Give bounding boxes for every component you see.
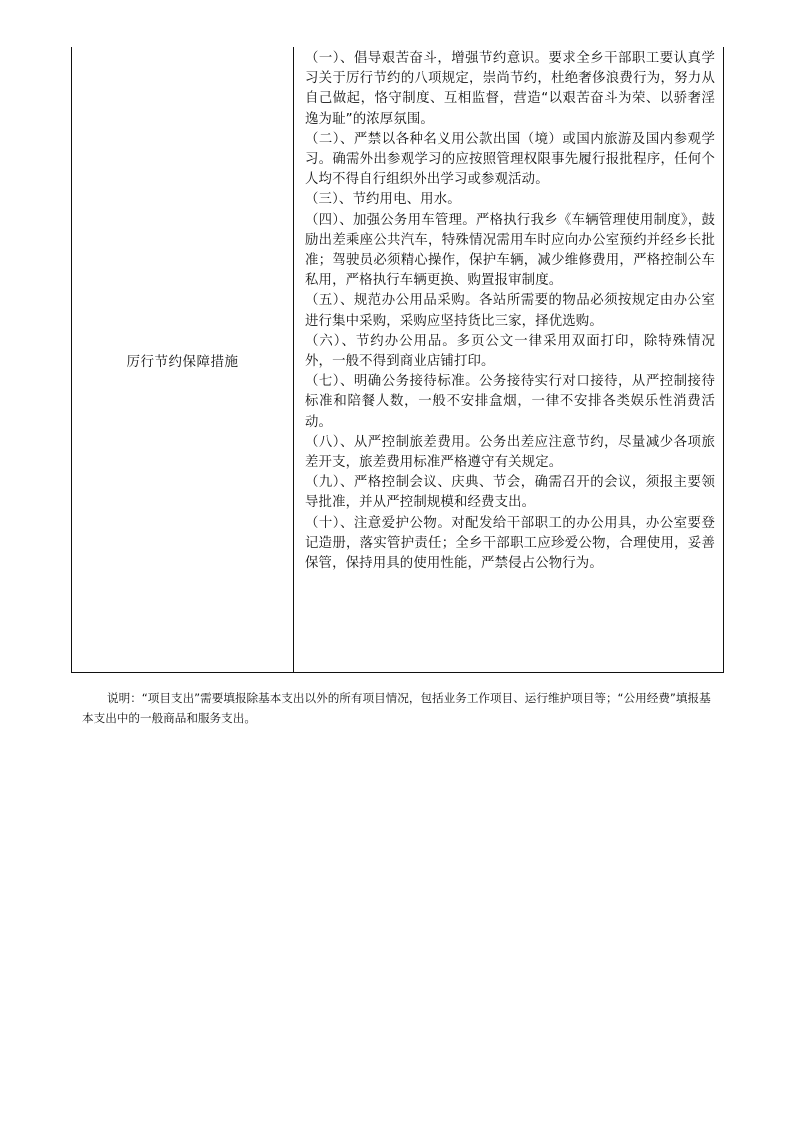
measure-item: （十）、注意爱护公物。对配发给干部职工的办公用具，办公室要登记造册，落实管护责任；全乡干部职工应珍爱公物，合理使用，妥善保管，保持用具的使用性能，严禁侵占公物行为。	[305, 515, 715, 572]
measures-content-cell	[294, 47, 723, 672]
measure-item: （一）、倡导艰苦奋斗，增强节约意识。要求全乡干部职工要认真学习关于厉行节约的八项规定，崇尚节约，杜绝奢侈浪费行为，努力从自己做起，恪守制度、互相监督，营造“以艰苦奋斗为荣、以骄奢淫逸为耻”的浓厚氛围。	[305, 51, 715, 127]
measure-item: （四）、加强公务用车管理。严格执行我乡《车辆管理使用制度》，鼓励出差乘座公共汽车，特殊情况需用车时应向办公室预约并经乡长批准；驾驶员必须精心操作，保护车辆，减少维修费用，严格控制公车私用，严格执行车辆更换、购置报审制度。	[305, 212, 715, 289]
measure-item: （七）、明确公务接待标准。公务接待实行对口接待，从严控制接待标准和陪餐人数，一般不安排盒烟，一律不安排各类娱乐性消费活动。	[305, 374, 715, 430]
measure-item: （二）、严禁以各种名义用公款出国（境）或国内旅游及国内参观学习。确需外出参观学习的应按照管理权限事先履行报批程序，任何个人均不得自行组织外出学习或参观活动。	[305, 131, 715, 188]
footnote: 说明：“项目支出”需要填报除基本支出以外的所有项目情况，包括业务工作项目、运行维护项目等；“公用经费”填报基本支出中的一般商品和服务支出。	[82, 691, 711, 725]
measures-table	[71, 47, 724, 673]
measure-item: （九）、严格控制会议、庆典、节会，确需召开的会议，须报主要领导批准，并从严控制规模和经费支出。	[305, 475, 715, 511]
measure-item: （五）、规范办公用品采购。各站所需要的物品必须按规定由办公室进行集中采购，采购应坚持货比三家，择优选购。	[305, 293, 715, 329]
measure-item: （六）、节约办公用品。多页公文一律采用双面打印，除特殊情况外，一般不得到商业店铺打印。	[305, 333, 715, 370]
measure-item: （八）、从严控制旅差费用。公务出差应注意节约，尽量减少各项旅差开支，旅差费用标准严格遵守有关规定。	[305, 434, 715, 471]
measure-item: （三）、节约用电、用水。	[305, 192, 461, 208]
row-label-cell	[72, 47, 294, 672]
row-label: 厉行节约保障措施	[126, 353, 239, 370]
